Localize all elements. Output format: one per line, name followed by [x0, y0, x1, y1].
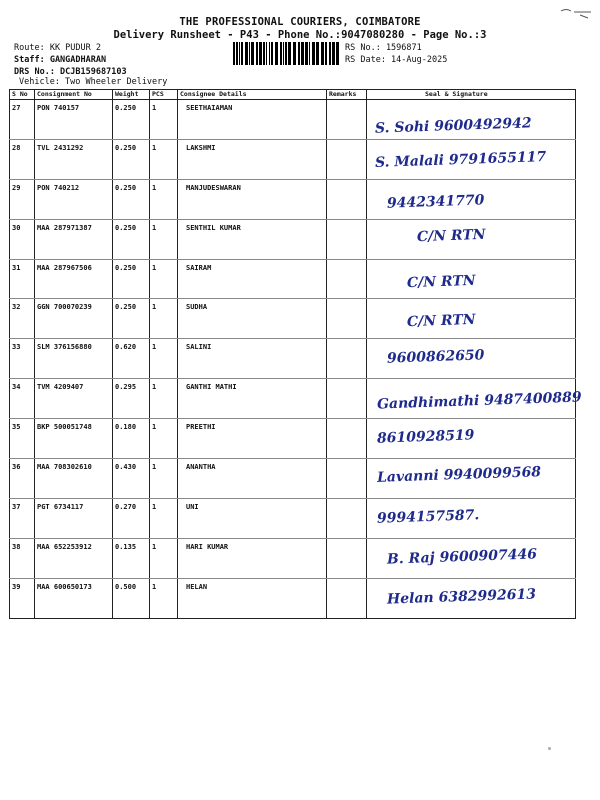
- row-pcs: 1: [150, 379, 178, 419]
- table-row: [10, 100, 576, 140]
- row-pcs: 1: [150, 578, 178, 618]
- route-label: Route: KK PUDUR 2: [14, 43, 101, 53]
- barcode-bar: [239, 42, 240, 65]
- row-weight: 0.430: [113, 459, 150, 499]
- row-weight: 0.250: [113, 179, 150, 219]
- row-signature-cell: [367, 299, 576, 339]
- table-row: [10, 219, 576, 259]
- row-consignee: ANANTHA: [178, 459, 327, 499]
- handwritten-signature: Gandhimathi 9487400889: [376, 389, 582, 413]
- row-signature-cell: [367, 538, 576, 578]
- row-consignee: SEETHAIAMAN: [178, 100, 327, 140]
- row-weight: 0.500: [113, 578, 150, 618]
- row-pcs: 1: [150, 459, 178, 499]
- row-remarks: [327, 498, 367, 538]
- row-remarks: [327, 179, 367, 219]
- handwritten-signature: Helan 6382992613: [386, 586, 537, 608]
- row-consignee: HELAN: [178, 578, 327, 618]
- barcode-bar: [298, 42, 300, 65]
- handwritten-signature: 8610928519: [376, 427, 475, 447]
- row-sno: 28: [10, 139, 35, 179]
- col-signature: Seal & Signature: [367, 90, 576, 100]
- row-pcs: 1: [150, 419, 178, 459]
- table-header-row: [10, 90, 576, 100]
- row-pcs: 1: [150, 498, 178, 538]
- row-consignment: TVL 2431292: [35, 139, 113, 179]
- table-row: [10, 498, 576, 538]
- row-signature-cell: [367, 379, 582, 419]
- barcode-bar: [336, 42, 339, 65]
- row-sno: 39: [10, 578, 35, 618]
- handwritten-signature: C/N RTN: [416, 226, 486, 245]
- row-pcs: 1: [150, 339, 178, 379]
- row-pcs: 1: [150, 259, 178, 299]
- row-weight: 0.250: [113, 219, 150, 259]
- barcode-bar: [241, 42, 243, 65]
- row-signature-cell: [367, 419, 576, 459]
- barcode-bar: [259, 42, 262, 65]
- runsheet-table: [9, 89, 582, 619]
- rs-date-label: RS Date: 14-Aug-2025: [345, 55, 448, 65]
- barcode-bar: [263, 42, 265, 65]
- row-remarks: [327, 299, 367, 339]
- row-pcs: 1: [150, 219, 178, 259]
- row-remarks: [327, 419, 367, 459]
- barcode-bar: [329, 42, 331, 65]
- row-pcs: 1: [150, 100, 178, 140]
- row-remarks: [327, 139, 367, 179]
- row-consignment: SLM 376156880: [35, 339, 113, 379]
- row-weight: 0.250: [113, 100, 150, 140]
- row-consignment: MAA 600650173: [35, 578, 113, 618]
- row-sno: 37: [10, 498, 35, 538]
- table-row: [10, 419, 576, 459]
- col-remarks: Remarks: [327, 90, 367, 100]
- row-consignee: GANTHI MATHI: [178, 379, 327, 419]
- handwritten-signature: B. Raj 9600907446: [386, 546, 538, 568]
- row-signature-cell: [367, 219, 576, 259]
- row-sno: 33: [10, 339, 35, 379]
- row-consignee: SAIRAM: [178, 259, 327, 299]
- row-consignment: PGT 6734117: [35, 498, 113, 538]
- row-consignment: MAA 708302610: [35, 459, 113, 499]
- handwritten-signature: C/N RTN: [406, 272, 476, 291]
- barcode-bar: [275, 42, 278, 65]
- col-consignment: Consignment No: [35, 90, 113, 100]
- row-sno: 27: [10, 100, 35, 140]
- barcode: [233, 42, 337, 65]
- row-weight: 0.135: [113, 538, 150, 578]
- row-consignee: PREETHI: [178, 419, 327, 459]
- row-signature-cell: [367, 179, 576, 219]
- row-consignee: LAKSHMI: [178, 139, 327, 179]
- barcode-bar: [301, 42, 304, 65]
- table-row: [10, 379, 576, 419]
- barcode-bar: [271, 42, 273, 65]
- row-weight: 0.270: [113, 498, 150, 538]
- barcode-bar: [325, 42, 327, 65]
- row-weight: 0.180: [113, 419, 150, 459]
- row-consignee: HARI KUMAR: [178, 538, 327, 578]
- row-consignment: MAA 287967506: [35, 259, 113, 299]
- row-consignment: PON 740157: [35, 100, 113, 140]
- row-consignment: MAA 652253912: [35, 538, 113, 578]
- row-sno: 34: [10, 379, 35, 419]
- row-weight: 0.620: [113, 339, 150, 379]
- table-row: [10, 538, 576, 578]
- row-pcs: 1: [150, 139, 178, 179]
- barcode-bar: [321, 42, 324, 65]
- barcode-bar: [245, 42, 248, 65]
- table-row: [10, 139, 576, 179]
- row-remarks: [327, 339, 367, 379]
- row-remarks: [327, 219, 367, 259]
- col-pcs: PCS: [150, 90, 178, 100]
- row-sno: 35: [10, 419, 35, 459]
- row-signature-cell: [367, 339, 576, 379]
- table-row: [10, 299, 576, 339]
- col-weight: Weight: [113, 90, 150, 100]
- handwritten-signature: 9442341770: [386, 192, 485, 212]
- row-signature-cell: [367, 259, 576, 299]
- row-signature-cell: [367, 459, 576, 499]
- row-remarks: [327, 259, 367, 299]
- barcode-bar: [332, 42, 335, 65]
- row-pcs: 1: [150, 538, 178, 578]
- barcode-bar: [285, 42, 287, 65]
- barcode-bar: [312, 42, 315, 65]
- row-consignee: SENTHIL KUMAR: [178, 219, 327, 259]
- row-consignment: BKP 500051748: [35, 419, 113, 459]
- row-consignee: MANJUDESWARAN: [178, 179, 327, 219]
- row-signature-cell: [367, 100, 576, 140]
- row-remarks: [327, 459, 367, 499]
- barcode-bar: [280, 42, 282, 65]
- barcode-bar: [233, 42, 235, 65]
- company-title: THE PROFESSIONAL COURIERS, COIMBATORE: [179, 16, 421, 28]
- barcode-bar: [256, 42, 258, 65]
- table-row: [10, 578, 576, 618]
- row-remarks: [327, 578, 367, 618]
- barcode-bar: [236, 42, 238, 65]
- row-weight: 0.250: [113, 259, 150, 299]
- col-sno: S No: [10, 90, 35, 100]
- row-pcs: 1: [150, 179, 178, 219]
- row-sno: 38: [10, 538, 35, 578]
- row-remarks: [327, 379, 367, 419]
- table-row: [10, 259, 576, 299]
- table-row: [10, 339, 576, 379]
- barcode-bar: [283, 42, 284, 65]
- barcode-bar: [288, 42, 291, 65]
- row-consignee: SUDHA: [178, 299, 327, 339]
- handwritten-signature: 9994157587.: [376, 507, 480, 527]
- row-signature-cell: [367, 578, 576, 618]
- row-consignment: PON 740212: [35, 179, 113, 219]
- row-consignment: TVM 4209407: [35, 379, 113, 419]
- table-row: [10, 459, 576, 499]
- barcode-bar: [316, 42, 319, 65]
- runsheet-title: Delivery Runsheet - P43 - Phone No.:9047080280 - Page No.:3: [113, 29, 487, 41]
- handwritten-signature: S. Sohi 9600492942: [374, 115, 532, 137]
- row-sno: 36: [10, 459, 35, 499]
- barcode-bar: [309, 42, 310, 65]
- row-signature-cell: [367, 139, 576, 179]
- vehicle-label: Vehicle: Two Wheeler Delivery: [19, 77, 168, 87]
- barcode-bar: [249, 42, 250, 65]
- barcode-bar: [269, 42, 270, 65]
- row-weight: 0.250: [113, 139, 150, 179]
- scan-speck: [548, 747, 551, 750]
- row-weight: 0.295: [113, 379, 150, 419]
- handwritten-signature: C/N RTN: [406, 312, 476, 331]
- row-remarks: [327, 538, 367, 578]
- staff-label: Staff: GANGADHARAN: [14, 55, 107, 65]
- row-consignment: GGN 700070239: [35, 299, 113, 339]
- col-consignee: Consignee Details: [178, 90, 327, 100]
- barcode-bar: [305, 42, 308, 65]
- handwritten-signature: Lavanni 9940099568: [376, 464, 542, 486]
- row-sno: 32: [10, 299, 35, 339]
- row-signature-cell: [367, 498, 576, 538]
- barcode-bar: [293, 42, 296, 65]
- table-row: [10, 179, 576, 219]
- barcode-bar: [266, 42, 267, 65]
- row-sno: 30: [10, 219, 35, 259]
- barcode-bar: [251, 42, 254, 65]
- rs-no-label: RS No.: 1596871: [345, 43, 422, 53]
- row-pcs: 1: [150, 299, 178, 339]
- row-weight: 0.250: [113, 299, 150, 339]
- handwritten-signature: S. Malali 9791655117: [374, 148, 547, 171]
- row-remarks: [327, 100, 367, 140]
- row-sno: 31: [10, 259, 35, 299]
- row-consignee: SALINI: [178, 339, 327, 379]
- row-consignee: UNI: [178, 498, 327, 538]
- handwritten-signature: 9600862650: [386, 347, 485, 368]
- row-sno: 29: [10, 179, 35, 219]
- drs-label: DRS No.: DCJB159687103: [14, 67, 127, 77]
- row-consignment: MAA 287971387: [35, 219, 113, 259]
